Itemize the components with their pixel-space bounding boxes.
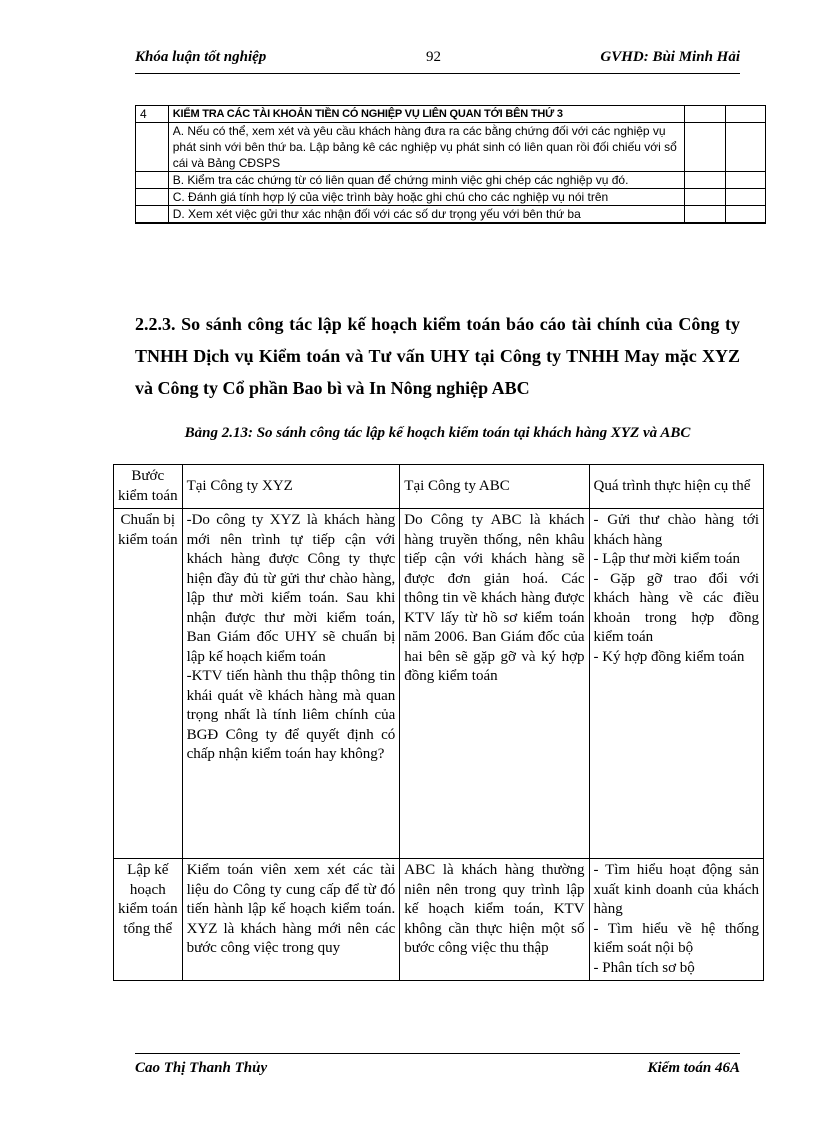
- process-item: - Gặp gỡ trao đổi với khách hàng về các điều khoản trong hợp đồng kiểm toán: [593, 570, 759, 645]
- column-header-abc: Tại Công ty ABC: [400, 465, 589, 509]
- check-cell: [725, 206, 766, 224]
- page-number: 92: [426, 49, 441, 65]
- abc-cell: [400, 859, 589, 981]
- procedure-step: D. Xem xét việc gửi thư xác nhận đối với các số dư trọng yếu với bên thứ ba: [168, 206, 684, 224]
- section-heading: 2.2.3. So sánh công tác lập kế hoạch kiểm toán báo cáo tài chính của Công ty TNHH Dịch vụ Kiểm toán và Tư vấn UHY tại Công ty TNHH May mặc XYZ và Công ty Cổ phần Bao bì và In Nông nghiệp ABC: [135, 314, 740, 398]
- process-cell: [589, 859, 763, 981]
- check-cell: [725, 106, 766, 123]
- procedure-step: A. Nếu có thể, xem xét và yêu cầu khách hàng đưa ra các bằng chứng đối với các nghiệp vụ phát sinh với bên thứ ba. Lập bảng kê các nghiệp vụ phát sinh có liên quan rồi đối chiếu với sổ cái và Bảng CĐSPS: [168, 123, 684, 172]
- header-supervisor: GVHD: Bùi Minh Hải: [600, 49, 740, 65]
- step-cell: Chuẩn bị kiểm toán: [114, 509, 183, 859]
- xyz-paragraph: -KTV tiến hành thu thập thông tin khái quát về khách hàng mà quan trọng nhất là tính liêm chính của BGĐ Công ty để quyết định có chấp nhận kiểm toán hay không?: [186, 668, 396, 762]
- process-item: - Phân tích sơ bộ: [593, 959, 695, 976]
- process-cell: [589, 509, 763, 859]
- step-cell: Lập kế hoạch kiểm toán tổng thể: [114, 859, 183, 981]
- table-row: [136, 106, 766, 123]
- footer-class: Kiểm toán 46A: [647, 1060, 740, 1076]
- check-cell: [685, 106, 725, 123]
- table-row: [136, 172, 766, 189]
- process-item: - Gửi thư chào hàng tới khách hàng: [593, 512, 759, 548]
- check-cell: [685, 123, 725, 172]
- check-cell: [725, 123, 766, 172]
- abc-paragraph: Do Công ty ABC là khách hàng truyền thống, nên khâu tiếp cận với khách hàng sẽ được đơn giản hoá. Các thông tin về khách hàng được KTV lấy từ hồ sơ kiểm toán năm 2006. Ban Giám đốc của hai bên sẽ gặp gỡ và ký hợp đồng kiểm toán: [404, 512, 585, 684]
- table-row: [114, 509, 764, 859]
- table-row: [136, 189, 766, 206]
- table-row: [136, 123, 766, 172]
- xyz-paragraph: -Do công ty XYZ là khách hàng mới nên trình tự tiếp cận với khách hàng được Công ty thực hiện đầy đủ từ gửi thư chào hàng, lập thư mời kiểm toán. Sau khi nhận được thư mời kiểm toán, Ban Giám đốc UHY sẽ chuẩn bị lập kế hoạch kiểm toán: [186, 512, 396, 665]
- header-thesis-label: Khóa luận tốt nghiệp: [135, 49, 267, 65]
- xyz-cell: [182, 509, 400, 859]
- process-item: - Ký hợp đồng kiểm toán: [593, 648, 745, 665]
- procedure-step: B. Kiểm tra các chứng từ có liên quan để chứng minh việc ghi chép các nghiệp vụ đó.: [168, 172, 684, 189]
- check-cell: [725, 172, 766, 189]
- footer-author: Cao Thị Thanh Thủy: [135, 1060, 268, 1076]
- column-header-process: Quá trình thực hiện cụ thể: [589, 465, 763, 509]
- table-row: [136, 206, 766, 224]
- procedure-number: 4: [136, 106, 169, 123]
- process-item: - Tìm hiểu về hệ thống kiểm soát nội bộ: [593, 920, 759, 956]
- procedure-step: C. Đánh giá tính hợp lý của việc trình bày hoặc ghi chú cho các nghiệp vụ nói trên: [168, 189, 684, 206]
- abc-paragraph: ABC là khách hàng thường niên nên trong quy trình lập kế hoạch kiểm toán, KTV không cần thực hiện một số bước công việc thu thập: [404, 862, 585, 956]
- xyz-cell: [182, 859, 400, 981]
- process-item: - Tìm hiểu hoạt động sản xuất kinh doanh của khách hàng: [593, 862, 759, 917]
- table-caption: Bảng 2.13: So sánh công tác lập kế hoạch kiểm toán tại khách hàng XYZ và ABC: [184, 425, 691, 441]
- table-header-row: [114, 465, 764, 509]
- page-header: [135, 49, 740, 74]
- check-cell: [685, 189, 725, 206]
- process-item: - Lập thư mời kiểm toán: [593, 551, 740, 567]
- audit-procedure-table: [135, 105, 766, 224]
- check-cell: [685, 172, 725, 189]
- check-cell: [685, 206, 725, 224]
- column-header-step: Bước kiểm toán: [114, 465, 183, 509]
- xyz-paragraph: Kiểm toán viên xem xét các tài liệu do Công ty cung cấp để từ đó tiến hành lập kế hoạch kiểm toán. XYZ là khách hàng mới nên các bước công việc trong quy: [186, 862, 396, 956]
- check-cell: [725, 189, 766, 206]
- abc-cell: [400, 509, 589, 859]
- page-footer: [135, 1053, 740, 1080]
- comparison-table: [113, 464, 764, 981]
- column-header-xyz: Tại Công ty XYZ: [182, 465, 400, 509]
- table-row: [114, 859, 764, 981]
- procedure-title: KIỂM TRA CÁC TÀI KHOẢN TIỀN CÓ NGHIỆP VỤ LIÊN QUAN TỚI BÊN THỨ 3: [168, 106, 684, 123]
